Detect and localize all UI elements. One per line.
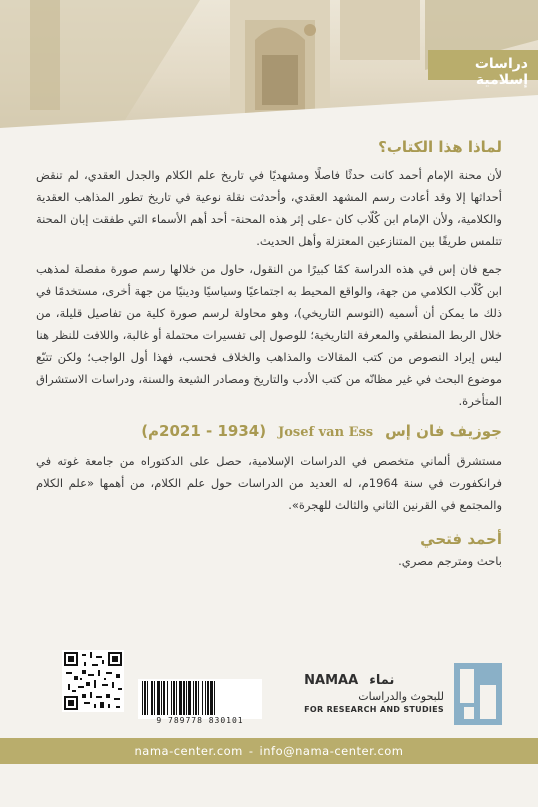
author-heading <box>36 422 502 440</box>
why-this-book-heading: لماذا هذا الكتاب؟ <box>378 138 502 156</box>
email-link[interactable]: info@nama-center.com <box>259 744 404 758</box>
publisher-name-latin: NAMAA <box>304 673 359 688</box>
translator-bio: باحث ومترجم مصري. <box>398 554 502 568</box>
cover-illustration <box>0 0 538 128</box>
author-years: (1934 - 2021م) <box>141 422 267 440</box>
series-label: دراسات إسلامية <box>428 50 538 80</box>
publisher-logo-icon <box>454 663 502 725</box>
publisher-subtitle-ar: للبحوث والدراسات <box>358 690 444 703</box>
paragraph-2: جمع فان إس في هذه الدراسة كمًا كبيرًا من النقول، حاول من خلالها رسم صورة مفصلة لمذهب ابن كُلّاب الكلامي من جهة، والواقع المحيط به اجتماعيًا وسياسيًا ودينيًا من جهة أخرى، مستخدمًا في ذلك ما يمكن أن أسميه (التوسم التاريخي)، وهو محاولة لرسم صورة كلية من تفاصيل قليلة، من خلال الربط المنطقي والمعرفة التاريخية؛ للوصول إلى تفسيرات محتملة أو غالبة، واللافت للنظر هنا ليس إيراد النصوص من كتب المقالات والمذاهب والخلاف فحسب، فهذا أول الواجب؛ ولكن تتبّع موضوع البحث في غير مظانّه من كتب الأدب والتاريخ ومصادر الشيعة والسنة، ودراسات الاستشراق المتأخرة. <box>36 262 502 408</box>
barcode <box>138 677 262 721</box>
publisher-text <box>304 669 444 714</box>
barcode-digits: 9 789778 830101 <box>156 716 244 725</box>
paragraph-1: لأن محنة الإمام أحمد كانت حدثًا فاصلًا ومشهديًا في تاريخ علم الكلام والجدل العقدي، لم تنقض أحداثها إلا وقد أعادت رسم المشهد العقدي، وأحدثت نقلة نوعية في تاريخ تطور المذاهب العقدية والكلامية، ولأن الإمام ابن كُلّاب كان -على إثر هذه المحنة- أحد أهم الأسماء التي طفقت إبان المحنة تتلمس طريقًا بين المتنازعين المعتزلة وأهل الحديث. <box>36 168 502 248</box>
translator-name: أحمد فتحي <box>420 530 502 548</box>
footer-separator: - <box>248 744 254 758</box>
qr-code <box>62 650 124 712</box>
publisher-block <box>302 663 502 725</box>
back-cover-text <box>36 138 502 568</box>
website-link[interactable]: nama-center.com <box>134 744 243 758</box>
publisher-subtitle-en: FOR RESEARCH AND STUDIES <box>304 705 444 714</box>
author-name-ar: جوزيف فان إس <box>385 422 502 440</box>
author-bio: مستشرق ألماني متخصص في الدراسات الإسلامية، حصل على الدكتوراه من جامعة غوته في فرانكفورت في سنة 1964م، له العديد من الدراسات حول علم الكلام، من أهمها «علم الكلام والمجتمع في القرنين الثاني والثالث للهجرة». <box>36 454 502 512</box>
author-name-latin: Josef van Ess <box>278 425 374 440</box>
publisher-name-ar: نماء <box>369 673 395 688</box>
footer-contact-bar <box>0 738 538 764</box>
